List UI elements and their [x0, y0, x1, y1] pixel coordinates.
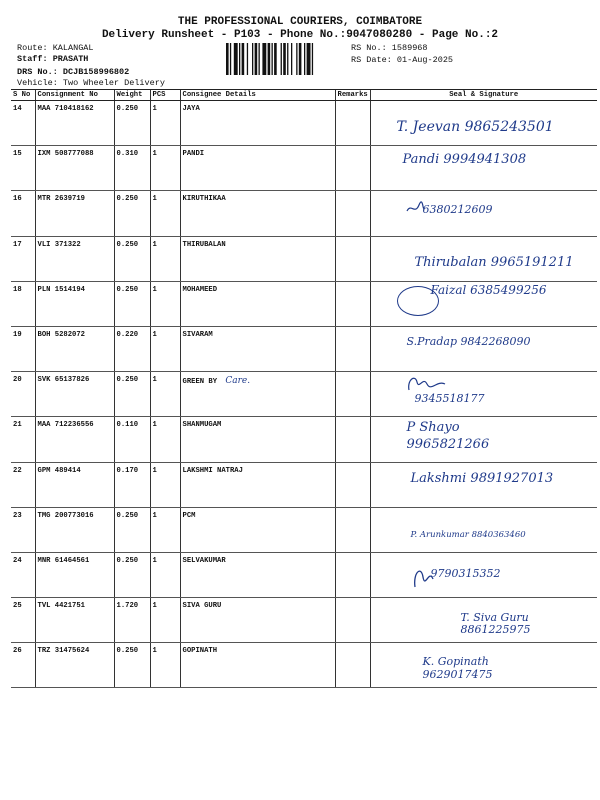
signature: P Shayo 9965821266: [406, 420, 490, 453]
row-pcs: 1: [150, 236, 180, 281]
row-consignment: TMG 200773016: [35, 507, 114, 552]
row-pcs: 1: [150, 372, 180, 417]
col-remarks: Remarks: [335, 90, 370, 101]
table-row: [11, 507, 597, 552]
row-weight: 0.220: [114, 326, 150, 371]
signature-cell: [370, 372, 597, 417]
consignee-handwritten-note: Care.: [225, 376, 251, 387]
route-label: Route: KALANGAL: [17, 43, 94, 53]
signature-cell: [370, 326, 597, 371]
row-consignment: SVK 65137826: [35, 372, 114, 417]
signature-scribble: [405, 372, 449, 394]
row-sno: 15: [11, 146, 35, 191]
rs-date: RS Date: 01-Aug-2025: [351, 55, 454, 65]
signature-cell: [370, 191, 597, 236]
row-remarks: [335, 462, 370, 507]
row-sno: 19: [11, 326, 35, 371]
row-consignment: MNR 61464561: [35, 552, 114, 597]
signature: T. Jeevan 9865243501: [396, 119, 554, 135]
signature-cell: [370, 101, 597, 146]
signature: P. Arunkumar 8840363460: [410, 529, 526, 540]
signature-cell: [370, 236, 597, 281]
row-remarks: [335, 101, 370, 146]
signature: 9790315352: [430, 566, 501, 580]
row-consignment: PLN 1514194: [35, 281, 114, 326]
signature: Thirubalan 9965191211: [414, 254, 574, 270]
row-remarks: [335, 417, 370, 462]
signature-scribble: [405, 201, 425, 217]
signature-cell: [370, 281, 597, 326]
table-row: [11, 326, 597, 371]
row-sno: 16: [11, 191, 35, 236]
row-pcs: 1: [150, 146, 180, 191]
table-row: [11, 417, 597, 462]
table-row: [11, 101, 597, 146]
row-weight: 0.250: [114, 507, 150, 552]
row-consignee: SIVARAM: [180, 326, 335, 371]
row-remarks: [335, 643, 370, 688]
col-pcs: PCS: [150, 90, 180, 101]
row-remarks: [335, 507, 370, 552]
table-row: [11, 191, 597, 236]
signature-cell: [370, 462, 597, 507]
table-row: [11, 462, 597, 507]
row-pcs: 1: [150, 507, 180, 552]
row-remarks: [335, 552, 370, 597]
col-weight: Weight: [114, 90, 150, 101]
row-pcs: 1: [150, 643, 180, 688]
signature-cell: [370, 417, 597, 462]
row-remarks: [335, 372, 370, 417]
row-sno: 21: [11, 417, 35, 462]
row-consignee: SELVAKUMAR: [180, 552, 335, 597]
barcode: [226, 43, 342, 75]
row-weight: 0.250: [114, 643, 150, 688]
row-weight: 0.250: [114, 236, 150, 281]
row-consignee: PCM: [180, 507, 335, 552]
col-consignee: Consignee Details: [180, 90, 335, 101]
row-weight: 0.250: [114, 281, 150, 326]
company-title: THE PROFESSIONAL COURIERS, COIMBATORE: [177, 16, 423, 28]
row-consignee: MOHAMEED: [180, 281, 335, 326]
row-sno: 26: [11, 643, 35, 688]
row-weight: 1.720: [114, 598, 150, 643]
row-sno: 24: [11, 552, 35, 597]
row-sno: 17: [11, 236, 35, 281]
table-row: [11, 281, 597, 326]
row-sno: 22: [11, 462, 35, 507]
table-row: [11, 372, 597, 417]
row-pcs: 1: [150, 462, 180, 507]
signature: T. Siva Guru 8861225975: [460, 611, 531, 637]
signature-cell: [370, 552, 597, 597]
row-weight: 0.250: [114, 191, 150, 236]
row-consignee: SHANMUGAM: [180, 417, 335, 462]
table-row: [11, 643, 597, 688]
table-row: [11, 552, 597, 597]
row-consignment: MAA 710418162: [35, 101, 114, 146]
row-consignment: GPM 489414: [35, 462, 114, 507]
drs-number: DRS No.: DCJB158996802: [17, 67, 130, 77]
row-pcs: 1: [150, 281, 180, 326]
signature-cell: [370, 146, 597, 191]
row-consignee: SIVA GURU: [180, 598, 335, 643]
signature: K. Gopinath 9629017475: [422, 655, 493, 682]
table-row: [11, 598, 597, 643]
table-row: [11, 146, 597, 191]
signature: 9345518177: [414, 392, 485, 406]
row-consignment: BOH 5282072: [35, 326, 114, 371]
row-consignment: TVL 4421751: [35, 598, 114, 643]
row-remarks: [335, 146, 370, 191]
rs-number: RS No.: 1589968: [351, 43, 428, 53]
row-pcs: 1: [150, 552, 180, 597]
signature-cell: [370, 598, 597, 643]
row-weight: 0.250: [114, 552, 150, 597]
row-pcs: 1: [150, 326, 180, 371]
row-weight: 0.250: [114, 101, 150, 146]
signature: 6380212609: [422, 203, 493, 217]
signature-cell: [370, 643, 597, 688]
row-consignee: JAYA: [180, 101, 335, 146]
row-remarks: [335, 281, 370, 326]
row-pcs: 1: [150, 417, 180, 462]
signature: Lakshmi 9891927013: [410, 470, 554, 486]
row-consignee: [180, 372, 335, 417]
row-consignee: LAKSHMI NATRAJ: [180, 462, 335, 507]
row-weight: 0.110: [114, 417, 150, 462]
col-signature: Seal & Signature: [370, 90, 597, 101]
row-weight: 0.250: [114, 372, 150, 417]
signature: Faizal 6385499256: [430, 282, 547, 297]
row-consignment: MTR 2639719: [35, 191, 114, 236]
runsheet-table: [11, 89, 597, 688]
row-weight: 0.170: [114, 462, 150, 507]
row-weight: 0.310: [114, 146, 150, 191]
row-remarks: [335, 236, 370, 281]
staff-label: Staff: PRASATH: [17, 54, 89, 64]
row-pcs: 1: [150, 598, 180, 643]
vehicle-label: Vehicle: Two Wheeler Delivery: [17, 78, 165, 88]
row-sno: 14: [11, 101, 35, 146]
table-row: [11, 236, 597, 281]
row-consignee: GOPINATH: [180, 643, 335, 688]
row-pcs: 1: [150, 101, 180, 146]
col-sno: S No: [11, 90, 35, 101]
row-sno: 18: [11, 281, 35, 326]
runsheet-subtitle: Delivery Runsheet - P103 - Phone No.:9047080280 - Page No.:2: [101, 29, 499, 41]
row-consignee: KIRUTHIKAA: [180, 191, 335, 236]
row-remarks: [335, 191, 370, 236]
row-consignee: THIRUBALAN: [180, 236, 335, 281]
table-header-row: [11, 90, 597, 101]
signature: Pandi 9994941308: [402, 152, 527, 168]
col-consignment: Consignment No: [35, 90, 114, 101]
row-remarks: [335, 598, 370, 643]
row-consignment: IXM 508777088: [35, 146, 114, 191]
row-consignment: TRZ 31475624: [35, 643, 114, 688]
row-consignment: VLI 371322: [35, 236, 114, 281]
row-sno: 20: [11, 372, 35, 417]
row-consignment: MAA 712236556: [35, 417, 114, 462]
row-sno: 23: [11, 507, 35, 552]
row-sno: 25: [11, 598, 35, 643]
signature: S.Pradap 9842268090: [406, 334, 531, 348]
row-consignee: PANDI: [180, 146, 335, 191]
row-remarks: [335, 326, 370, 371]
row-pcs: 1: [150, 191, 180, 236]
consignee-name: GREEN BY: [182, 378, 218, 387]
signature-cell: [370, 507, 597, 552]
